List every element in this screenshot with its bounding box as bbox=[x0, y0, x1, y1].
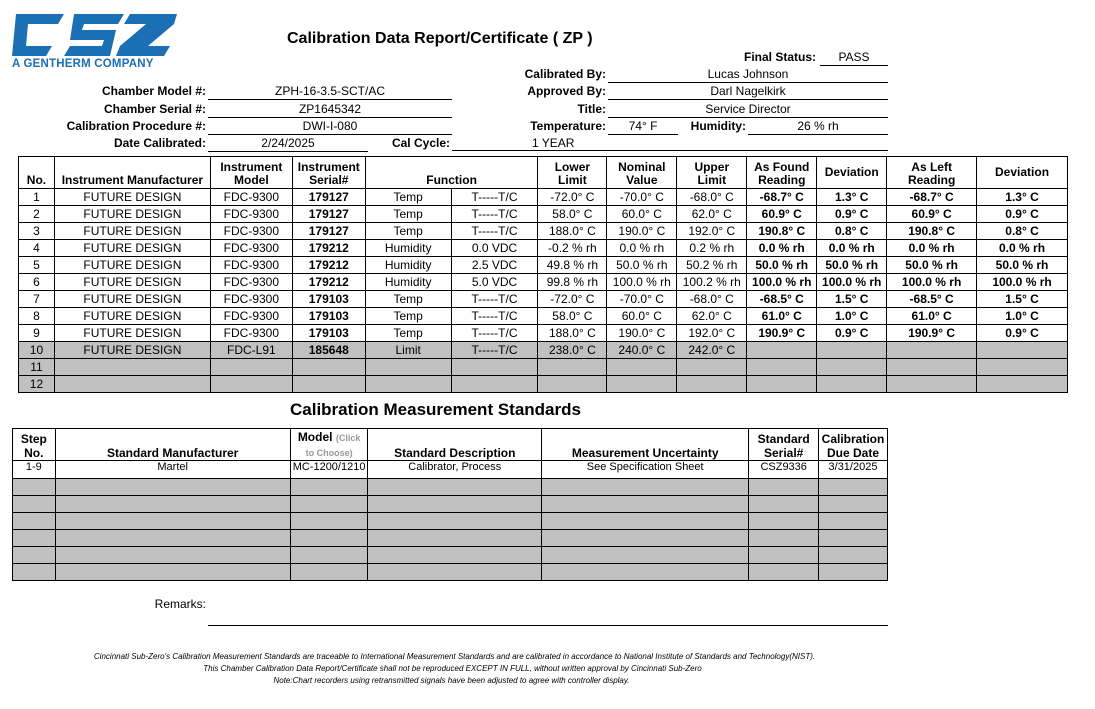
temperature-label: Temperature: bbox=[530, 119, 606, 133]
cell-function-type: Limit bbox=[365, 342, 451, 359]
std-cell-serial bbox=[749, 496, 819, 513]
temperature-value: 74° F bbox=[608, 118, 678, 135]
cell-deviation-left: 50.0 % rh bbox=[977, 257, 1068, 274]
std-cell-serial bbox=[749, 530, 819, 547]
standard-row bbox=[13, 479, 888, 496]
standard-row bbox=[13, 547, 888, 564]
cell-model: FDC-9300 bbox=[210, 308, 292, 325]
cell-as-left: 60.9° C bbox=[887, 206, 977, 223]
std-cell-description: Calibrator, Process bbox=[368, 461, 542, 479]
cell-function-type: Temp bbox=[365, 223, 451, 240]
header-function: Function bbox=[365, 157, 538, 189]
model-hint[interactable]: (Click to Choose) bbox=[305, 433, 361, 458]
header-as-found: As Found Reading bbox=[747, 157, 817, 189]
cell-lower-limit: -0.2 % rh bbox=[538, 240, 607, 257]
header-model: Instrument Model bbox=[210, 157, 292, 189]
calibrated-by-label: Calibrated By: bbox=[524, 67, 606, 81]
header-as-left: As Left Reading bbox=[887, 157, 977, 189]
cell-deviation-left bbox=[977, 376, 1068, 393]
cell-as-found: 60.9° C bbox=[747, 206, 817, 223]
cell-nominal-value: 60.0° C bbox=[607, 308, 677, 325]
cell-upper-limit: 192.0° C bbox=[677, 223, 747, 240]
std-cell-uncertainty: See Specification Sheet bbox=[542, 461, 749, 479]
standard-row bbox=[13, 564, 888, 581]
humidity-value: 26 % rh bbox=[748, 118, 888, 135]
std-cell-manufacturer bbox=[55, 530, 290, 547]
std-cell-uncertainty bbox=[542, 513, 749, 530]
cell-no: 11 bbox=[19, 359, 55, 376]
cell-lower-limit: -72.0° C bbox=[538, 189, 607, 206]
cell-model bbox=[210, 359, 292, 376]
cell-as-found: 50.0 % rh bbox=[747, 257, 817, 274]
std-cell-step bbox=[13, 496, 56, 513]
instrument-row bbox=[19, 376, 1068, 393]
std-cell-due-date bbox=[818, 479, 887, 496]
instrument-row bbox=[19, 240, 1068, 257]
cell-serial: 179212 bbox=[292, 240, 365, 257]
final-status-label: Final Status: bbox=[743, 50, 816, 64]
std-cell-step bbox=[13, 530, 56, 547]
cell-manufacturer: FUTURE DESIGN bbox=[54, 291, 210, 308]
cell-lower-limit: 58.0° C bbox=[538, 308, 607, 325]
cell-function-type bbox=[365, 359, 451, 376]
std-cell-due-date bbox=[818, 530, 887, 547]
std-cell-due-date bbox=[818, 513, 887, 530]
cell-serial: 179212 bbox=[292, 274, 365, 291]
cell-as-found: -68.7° C bbox=[747, 189, 817, 206]
cell-as-left: 0.0 % rh bbox=[887, 240, 977, 257]
cell-serial: 179127 bbox=[292, 206, 365, 223]
cell-nominal-value: 60.0° C bbox=[607, 206, 677, 223]
cell-as-left: 61.0° C bbox=[887, 308, 977, 325]
cell-lower-limit: 49.8 % rh bbox=[538, 257, 607, 274]
std-cell-step bbox=[13, 547, 56, 564]
std-cell-serial bbox=[749, 564, 819, 581]
cell-manufacturer: FUTURE DESIGN bbox=[54, 189, 210, 206]
cell-deviation-found: 1.5° C bbox=[817, 291, 887, 308]
std-cell-description bbox=[368, 530, 542, 547]
instrument-row bbox=[19, 189, 1068, 206]
cell-function-signal: T-----T/C bbox=[451, 206, 538, 223]
std-cell-uncertainty bbox=[542, 479, 749, 496]
cell-serial: 179103 bbox=[292, 291, 365, 308]
standard-row bbox=[13, 461, 888, 479]
chamber-model-label: Chamber Model #: bbox=[101, 84, 206, 98]
title-label: Title: bbox=[577, 102, 606, 116]
std-cell-manufacturer bbox=[55, 496, 290, 513]
instrument-row bbox=[19, 223, 1068, 240]
cell-serial: 179127 bbox=[292, 189, 365, 206]
header-upper-limit: Upper Limit bbox=[677, 157, 747, 189]
cell-no: 9 bbox=[19, 325, 55, 342]
cell-deviation-left: 0.8° C bbox=[977, 223, 1068, 240]
cell-lower-limit: 188.0° C bbox=[538, 325, 607, 342]
std-cell-manufacturer: Martel bbox=[55, 461, 290, 479]
title-value: Service Director bbox=[608, 101, 888, 118]
cell-lower-limit bbox=[538, 376, 607, 393]
header-serial: Instrument Serial# bbox=[292, 157, 365, 189]
std-cell-model[interactable] bbox=[290, 496, 368, 513]
std-cell-model[interactable] bbox=[290, 547, 368, 564]
cell-no: 1 bbox=[19, 189, 55, 206]
std-cell-manufacturer bbox=[55, 479, 290, 496]
cell-as-left: 100.0 % rh bbox=[887, 274, 977, 291]
cell-function-signal bbox=[451, 359, 538, 376]
header-deviation-found: Deviation bbox=[817, 157, 887, 189]
cell-manufacturer bbox=[54, 359, 210, 376]
cell-as-left bbox=[887, 342, 977, 359]
cell-upper-limit: -68.0° C bbox=[677, 291, 747, 308]
cell-deviation-found: 1.0° C bbox=[817, 308, 887, 325]
cell-model: FDC-9300 bbox=[210, 291, 292, 308]
std-cell-model[interactable] bbox=[290, 479, 368, 496]
cell-no: 6 bbox=[19, 274, 55, 291]
cell-function-signal: T-----T/C bbox=[451, 189, 538, 206]
cell-as-found: 190.9° C bbox=[747, 325, 817, 342]
std-cell-serial bbox=[749, 547, 819, 564]
cell-nominal-value: 190.0° C bbox=[607, 325, 677, 342]
cell-deviation-found bbox=[817, 359, 887, 376]
std-cell-model[interactable] bbox=[290, 513, 368, 530]
cell-serial bbox=[292, 359, 365, 376]
cell-function-type: Temp bbox=[365, 189, 451, 206]
header-manufacturer: Instrument Manufacturer bbox=[54, 157, 210, 189]
cell-deviation-left: 1.0° C bbox=[977, 308, 1068, 325]
cell-nominal-value: 0.0 % rh bbox=[607, 240, 677, 257]
cell-manufacturer bbox=[54, 376, 210, 393]
cell-manufacturer: FUTURE DESIGN bbox=[54, 342, 210, 359]
instrument-row bbox=[19, 274, 1068, 291]
cell-lower-limit: 99.8 % rh bbox=[538, 274, 607, 291]
cell-function-type: Temp bbox=[365, 291, 451, 308]
cell-function-signal: T-----T/C bbox=[451, 325, 538, 342]
instrument-row bbox=[19, 206, 1068, 223]
cell-upper-limit: 192.0° C bbox=[677, 325, 747, 342]
cell-upper-limit: 50.2 % rh bbox=[677, 257, 747, 274]
cell-as-left bbox=[887, 376, 977, 393]
cell-deviation-found: 1.3° C bbox=[817, 189, 887, 206]
cell-function-type bbox=[365, 376, 451, 393]
standards-table bbox=[12, 428, 888, 581]
instrument-row bbox=[19, 257, 1068, 274]
instrument-row bbox=[19, 291, 1068, 308]
cell-upper-limit: 0.2 % rh bbox=[677, 240, 747, 257]
cell-manufacturer: FUTURE DESIGN bbox=[54, 240, 210, 257]
std-header-manufacturer: Standard Manufacturer bbox=[55, 429, 290, 461]
cell-no: 10 bbox=[19, 342, 55, 359]
std-header-due-date: Calibration Due Date bbox=[818, 429, 887, 461]
cell-nominal-value: 50.0 % rh bbox=[607, 257, 677, 274]
cell-deviation-found bbox=[817, 342, 887, 359]
std-cell-serial: CSZ9336 bbox=[749, 461, 819, 479]
cell-deviation-left: 1.3° C bbox=[977, 189, 1068, 206]
std-cell-serial bbox=[749, 513, 819, 530]
header-nominal-value: Nominal Value bbox=[607, 157, 677, 189]
cell-as-left: -68.7° C bbox=[887, 189, 977, 206]
header-no: No. bbox=[19, 157, 55, 189]
cell-serial: 179212 bbox=[292, 257, 365, 274]
std-cell-uncertainty bbox=[542, 496, 749, 513]
std-header-model-label: Model bbox=[297, 430, 333, 444]
cell-lower-limit: 238.0° C bbox=[538, 342, 607, 359]
std-cell-description bbox=[368, 564, 542, 581]
approved-by-value: Darl Nagelkirk bbox=[608, 83, 888, 100]
cell-no: 8 bbox=[19, 308, 55, 325]
cell-deviation-found: 0.0 % rh bbox=[817, 240, 887, 257]
cell-deviation-left bbox=[977, 359, 1068, 376]
std-cell-description bbox=[368, 547, 542, 564]
remarks-label: Remarks: bbox=[154, 597, 206, 611]
cell-as-found bbox=[747, 359, 817, 376]
date-calibrated-value: 2/24/2025 bbox=[208, 135, 368, 152]
cell-deviation-left: 100.0 % rh bbox=[977, 274, 1068, 291]
cell-function-type: Humidity bbox=[365, 240, 451, 257]
std-cell-model[interactable] bbox=[290, 564, 368, 581]
std-cell-due-date: 3/31/2025 bbox=[818, 461, 887, 479]
cell-nominal-value: 240.0° C bbox=[607, 342, 677, 359]
chamber-model-value: ZPH-16-3.5-SCT/AC bbox=[208, 83, 452, 100]
cell-lower-limit: -72.0° C bbox=[538, 291, 607, 308]
cell-manufacturer: FUTURE DESIGN bbox=[54, 206, 210, 223]
std-header-step: Step No. bbox=[13, 429, 56, 461]
cell-serial bbox=[292, 376, 365, 393]
cell-model: FDC-9300 bbox=[210, 240, 292, 257]
standards-title: Calibration Measurement Standards bbox=[290, 400, 581, 419]
cell-model bbox=[210, 376, 292, 393]
cell-manufacturer: FUTURE DESIGN bbox=[54, 274, 210, 291]
cell-serial: 179103 bbox=[292, 325, 365, 342]
instrument-table bbox=[18, 156, 1068, 393]
instrument-row bbox=[19, 359, 1068, 376]
cell-as-found: 0.0 % rh bbox=[747, 240, 817, 257]
cell-no: 7 bbox=[19, 291, 55, 308]
cell-function-type: Temp bbox=[365, 206, 451, 223]
std-cell-serial bbox=[749, 479, 819, 496]
cell-manufacturer: FUTURE DESIGN bbox=[54, 257, 210, 274]
report-title: Calibration Data Report/Certificate ( ZP ) bbox=[287, 30, 593, 47]
std-cell-step bbox=[13, 479, 56, 496]
cell-upper-limit bbox=[677, 359, 747, 376]
csz-logo-icon bbox=[12, 14, 177, 56]
cell-as-found bbox=[747, 342, 817, 359]
remarks-line[interactable] bbox=[208, 625, 888, 626]
cell-model: FDC-9300 bbox=[210, 206, 292, 223]
chamber-serial-label: Chamber Serial #: bbox=[103, 102, 206, 116]
cell-nominal-value bbox=[607, 376, 677, 393]
cell-upper-limit: 100.2 % rh bbox=[677, 274, 747, 291]
std-cell-description bbox=[368, 513, 542, 530]
cell-model: FDC-9300 bbox=[210, 189, 292, 206]
cell-deviation-found: 50.0 % rh bbox=[817, 257, 887, 274]
cell-model: FDC-9300 bbox=[210, 257, 292, 274]
cell-deviation-found: 0.9° C bbox=[817, 206, 887, 223]
cell-as-left: 190.8° C bbox=[887, 223, 977, 240]
cell-lower-limit: 58.0° C bbox=[538, 206, 607, 223]
cell-as-left bbox=[887, 359, 977, 376]
instrument-row bbox=[19, 342, 1068, 359]
cell-function-type: Humidity bbox=[365, 257, 451, 274]
cell-nominal-value: 100.0 % rh bbox=[607, 274, 677, 291]
cell-as-found: -68.5° C bbox=[747, 291, 817, 308]
cell-nominal-value: -70.0° C bbox=[607, 291, 677, 308]
cell-lower-limit: 188.0° C bbox=[538, 223, 607, 240]
logo-subtitle: A GENTHERM COMPANY bbox=[12, 58, 154, 70]
std-cell-step: 1-9 bbox=[13, 461, 56, 479]
cell-as-left: 50.0 % rh bbox=[887, 257, 977, 274]
cell-manufacturer: FUTURE DESIGN bbox=[54, 223, 210, 240]
std-cell-model[interactable]: MC-1200/1210 bbox=[290, 461, 368, 479]
std-cell-step bbox=[13, 564, 56, 581]
approved-by-label: Approved By: bbox=[527, 84, 606, 98]
cell-function-signal: T-----T/C bbox=[451, 342, 538, 359]
final-status-value: PASS bbox=[820, 49, 888, 66]
cell-no: 4 bbox=[19, 240, 55, 257]
std-cell-uncertainty bbox=[542, 547, 749, 564]
cell-no: 5 bbox=[19, 257, 55, 274]
cell-deviation-left: 0.9° C bbox=[977, 206, 1068, 223]
cell-serial: 179103 bbox=[292, 308, 365, 325]
cell-upper-limit: -68.0° C bbox=[677, 189, 747, 206]
cell-as-found: 100.0 % rh bbox=[747, 274, 817, 291]
cell-deviation-left: 0.0 % rh bbox=[977, 240, 1068, 257]
std-header-uncertainty: Measurement Uncertainty bbox=[542, 429, 749, 461]
cell-no: 2 bbox=[19, 206, 55, 223]
cell-deviation-found: 0.9° C bbox=[817, 325, 887, 342]
cell-as-found: 61.0° C bbox=[747, 308, 817, 325]
std-cell-manufacturer bbox=[55, 513, 290, 530]
std-cell-due-date bbox=[818, 496, 887, 513]
cell-deviation-found: 0.8° C bbox=[817, 223, 887, 240]
chamber-serial-value: ZP1645342 bbox=[208, 101, 452, 118]
cal-procedure-value: DWI-I-080 bbox=[208, 118, 452, 135]
cell-upper-limit: 242.0° C bbox=[677, 342, 747, 359]
std-cell-due-date bbox=[818, 547, 887, 564]
std-header-model[interactable] bbox=[290, 429, 368, 461]
header-lower-limit: Lower Limit bbox=[538, 157, 607, 189]
cell-deviation-found bbox=[817, 376, 887, 393]
cell-upper-limit bbox=[677, 376, 747, 393]
cell-nominal-value: 190.0° C bbox=[607, 223, 677, 240]
cell-upper-limit: 62.0° C bbox=[677, 308, 747, 325]
cal-procedure-label: Calibration Procedure #: bbox=[66, 119, 206, 133]
cell-model: FDC-9300 bbox=[210, 274, 292, 291]
instrument-row bbox=[19, 308, 1068, 325]
cell-lower-limit bbox=[538, 359, 607, 376]
cell-as-found bbox=[747, 376, 817, 393]
cal-cycle-value: 1 YEAR bbox=[452, 135, 888, 151]
footer-nist-note: Cincinnati Sub-Zero's Calibration Measurement Standards are traceable to International Measurement Standards and are calibrated in accordance to National Institute of Standards and Technology(NIST). bbox=[93, 652, 816, 661]
cell-model: FDC-9300 bbox=[210, 325, 292, 342]
instrument-row bbox=[19, 325, 1068, 342]
std-cell-description bbox=[368, 479, 542, 496]
standard-row bbox=[13, 496, 888, 513]
cell-serial: 185648 bbox=[292, 342, 365, 359]
std-cell-uncertainty bbox=[542, 564, 749, 581]
cell-function-signal: T-----T/C bbox=[451, 308, 538, 325]
std-cell-model[interactable] bbox=[290, 530, 368, 547]
humidity-label: Humidity: bbox=[690, 119, 746, 133]
std-cell-uncertainty bbox=[542, 530, 749, 547]
date-calibrated-label: Date Calibrated: bbox=[113, 136, 206, 150]
standard-row bbox=[13, 530, 888, 547]
cell-no: 3 bbox=[19, 223, 55, 240]
cell-function-type: Temp bbox=[365, 308, 451, 325]
cell-manufacturer: FUTURE DESIGN bbox=[54, 308, 210, 325]
cell-deviation-left: 0.9° C bbox=[977, 325, 1068, 342]
cell-deviation-left: 1.5° C bbox=[977, 291, 1068, 308]
std-cell-due-date bbox=[818, 564, 887, 581]
cell-function-type: Humidity bbox=[365, 274, 451, 291]
cell-function-signal: T-----T/C bbox=[451, 223, 538, 240]
cell-no: 12 bbox=[19, 376, 55, 393]
company-logo bbox=[12, 14, 177, 56]
cal-cycle-label: Cal Cycle: bbox=[391, 136, 450, 150]
cell-as-left: -68.5° C bbox=[887, 291, 977, 308]
std-cell-description bbox=[368, 496, 542, 513]
cell-as-found: 190.8° C bbox=[747, 223, 817, 240]
cell-function-signal: 0.0 VDC bbox=[451, 240, 538, 257]
cell-model: FDC-L91 bbox=[210, 342, 292, 359]
cell-function-signal: 2.5 VDC bbox=[451, 257, 538, 274]
cell-function-signal: T-----T/C bbox=[451, 291, 538, 308]
standard-row bbox=[13, 513, 888, 530]
std-cell-step bbox=[13, 513, 56, 530]
cell-nominal-value: -70.0° C bbox=[607, 189, 677, 206]
cell-deviation-found: 100.0 % rh bbox=[817, 274, 887, 291]
cell-model: FDC-9300 bbox=[210, 223, 292, 240]
cell-deviation-left bbox=[977, 342, 1068, 359]
footer-chart-note: Note:Chart recorders using retransmitted signals have been adjusted to agree with controller display. bbox=[273, 676, 630, 685]
cell-serial: 179127 bbox=[292, 223, 365, 240]
cell-function-signal bbox=[451, 376, 538, 393]
cell-function-type: Temp bbox=[365, 325, 451, 342]
std-header-serial: Standard Serial# bbox=[749, 429, 819, 461]
cell-nominal-value bbox=[607, 359, 677, 376]
cell-as-left: 190.9° C bbox=[887, 325, 977, 342]
footer-reproduction-note: This Chamber Calibration Data Report/Certificate shall not be reproduced EXCEPT IN FULL, without written approval by Cincinnati Sub-Zero bbox=[203, 664, 702, 673]
calibrated-by-value: Lucas Johnson bbox=[608, 66, 888, 83]
cell-function-signal: 5.0 VDC bbox=[451, 274, 538, 291]
cell-manufacturer: FUTURE DESIGN bbox=[54, 325, 210, 342]
std-header-description: Standard Description bbox=[368, 429, 542, 461]
header-deviation-left: Deviation bbox=[977, 157, 1068, 189]
std-cell-manufacturer bbox=[55, 547, 290, 564]
std-cell-manufacturer bbox=[55, 564, 290, 581]
cell-upper-limit: 62.0° C bbox=[677, 206, 747, 223]
